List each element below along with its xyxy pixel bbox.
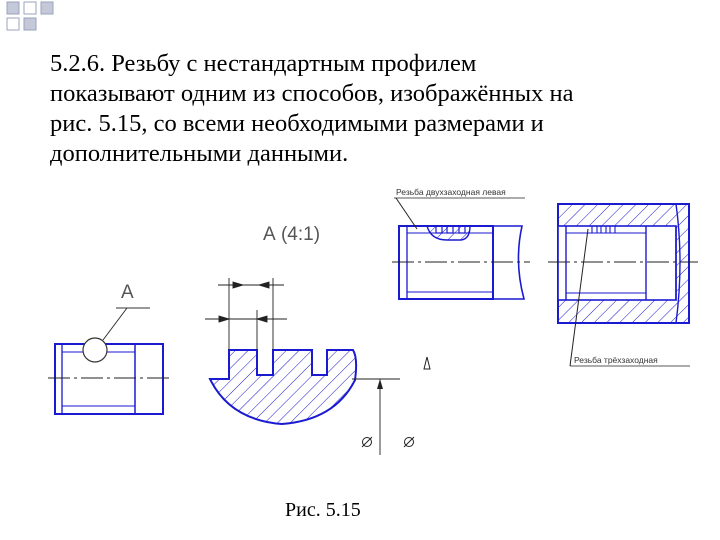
profile-dimensions bbox=[205, 278, 287, 350]
paragraph-line: дополнительными данными. bbox=[50, 140, 349, 167]
detail-leader bbox=[103, 308, 127, 340]
thread-profile-section bbox=[210, 350, 356, 424]
paragraph-line: показывают одним из способов, изображённых на bbox=[50, 80, 574, 107]
detail-circle bbox=[83, 338, 107, 362]
arrowhead bbox=[424, 357, 430, 369]
shaft-view-right bbox=[399, 226, 524, 299]
arrowhead bbox=[377, 379, 383, 389]
left-thread-label: Резьба двухзаходная левая bbox=[396, 187, 506, 197]
view-label: А (4:1) bbox=[263, 224, 321, 245]
paragraph-line: 5.2.6. Резьбу с нестандартным профилем bbox=[50, 50, 477, 77]
shaft-view-left bbox=[55, 344, 163, 414]
label-leader bbox=[396, 198, 417, 229]
diameter-marks bbox=[362, 437, 414, 447]
paragraph-line: рис. 5.15, со всеми необходимыми размерами и bbox=[50, 110, 544, 137]
figure-caption: Рис. 5.15 bbox=[285, 499, 361, 521]
detail-marker: А bbox=[121, 282, 134, 303]
three-start-thread-label: Резьба трёхзаходная bbox=[574, 355, 658, 365]
